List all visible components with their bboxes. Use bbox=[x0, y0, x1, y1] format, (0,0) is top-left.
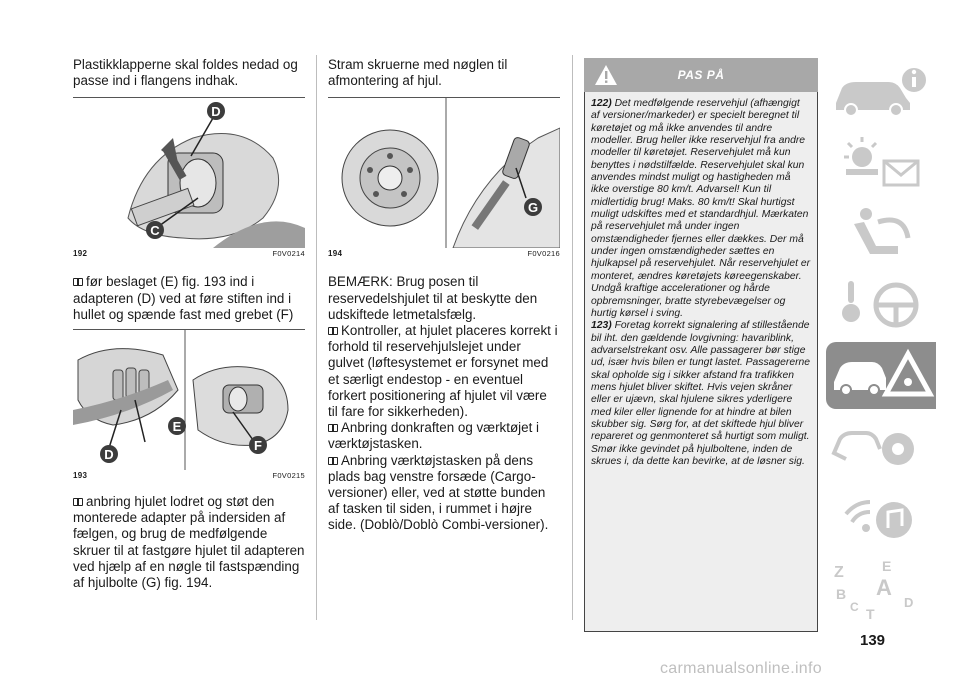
note-text: BEMÆRK: Brug posen til reservedelshjulet til at beskytte den udskiftede letmetalsfælg. bbox=[328, 274, 538, 322]
warning-header bbox=[584, 58, 818, 92]
index-letter-t: T bbox=[866, 606, 875, 622]
tab-dashboard-lights[interactable] bbox=[826, 129, 936, 196]
index-letter-z: Z bbox=[834, 564, 844, 581]
warning-number-123: 123) bbox=[591, 320, 612, 332]
warning-title: PAS PÅ bbox=[677, 68, 725, 82]
figure-193-caption bbox=[73, 470, 305, 482]
intro-text: Plastikklapperne skal foldes nedad og passe ind i flangens indhak. bbox=[73, 57, 298, 89]
figure-192 bbox=[73, 97, 305, 260]
index-letter-c: C bbox=[850, 600, 859, 614]
tab-multimedia[interactable] bbox=[826, 484, 936, 551]
figure-192-label-d: D bbox=[211, 104, 221, 120]
bullet-2-text: Anbring donkraften og værktøjet i værktøjstasken. bbox=[328, 420, 539, 452]
seat-airbag-icon bbox=[826, 200, 936, 267]
figure-194-caption bbox=[328, 248, 560, 260]
warning-box bbox=[584, 58, 818, 632]
warning-text-123: Foretag korrekt signalering af stillestående bil iht. den gældende lovgivning: havariblink, advarselstrekant osv. Alle passagerer bør stige ud, især hvis bilen er tungt lastet. Passagererne skal opholde sig i sikker afstand fra trafikken mens hjulet bliver skiftet. Hvis vejen skråner eller er ujævn, skal hjulene sikres yderligere med kiler eller lignende for at hindre at bilen skubber sig. Sørg for, at det skiftede hjul bliver repareret og genmonteret så hurtigt som muligt. Smør ikke gevindet på hjulboltene, inden de skrues i, da dette kan bevirke, at de løsner sig. bbox=[591, 320, 811, 467]
warning-number-122: 122) bbox=[591, 98, 612, 109]
tab-emergency[interactable] bbox=[826, 342, 936, 409]
book-icon bbox=[328, 457, 338, 465]
maintenance-icon bbox=[826, 413, 936, 480]
column-divider-1 bbox=[316, 55, 317, 620]
book-icon bbox=[73, 498, 83, 506]
index-letter-d: D bbox=[904, 595, 914, 610]
warning-text-122: Det medfølgende reservehjul (afhængigt af versioner/markeder) er specielt beregnet til køretøjet og må ikke anvendes til andre modeller. Brug heller ikke reservehjul fra andre modeller til køretøjet. Reservehjulet må kun benyttes i nødstilfælde. Reservehjulet skal kun anvendes mindst muligt og hastigheden må ikke overstige 80 km/t. Advarsel! Kun til midlertidig brug! Maks. 80 km/t! Skal hurtigst muligt udskiftes med et standardhjul. Mærkaten på reservehjulet må under ingen omstændigheder fjernes eller dækkes. Der må under ingen omstændigheder sættes en hjulkapsel på reservehjulet. Når reservehjulet er monteret, ændres køretøjets køreegenskaber. Undgå kraftige accelerationer og hårde opbremsninger, bratte styrebevægelser og hurtig kørsel i sving. bbox=[591, 98, 811, 319]
warning-item-122 bbox=[591, 98, 811, 320]
key-steering-icon bbox=[826, 271, 936, 338]
paragraph-2-text: anbring hjulet lodret og støt den monterede adapter på indersiden af fælgen, og brug de medfølgende skruer til at fastgøre hjulet til adapteren ved hjælp af en nøgle til fastspænding af hjulbolte (G) fig. 194. bbox=[73, 494, 305, 591]
figure-192-label-c: C bbox=[150, 223, 160, 239]
column-left bbox=[73, 0, 305, 591]
figure-192-caption bbox=[73, 248, 305, 260]
figure-193-label-e: E bbox=[172, 419, 182, 435]
tab-index[interactable] bbox=[826, 555, 936, 622]
figure-194 bbox=[328, 97, 560, 260]
figure-194-code: F0V0216 bbox=[527, 249, 560, 259]
figure-193-code: F0V0215 bbox=[272, 471, 305, 481]
index-letter-e: E bbox=[882, 558, 892, 574]
tab-maintenance[interactable] bbox=[826, 413, 936, 480]
figure-192-code: F0V0214 bbox=[272, 249, 305, 259]
figure-193-illustration bbox=[73, 330, 305, 470]
warning-body bbox=[584, 92, 818, 632]
tab-car-info[interactable] bbox=[826, 58, 936, 125]
chapter-sidebar bbox=[826, 58, 936, 626]
figure-192-illustration bbox=[73, 98, 305, 248]
bullet-3 bbox=[328, 453, 560, 534]
book-icon bbox=[328, 424, 338, 432]
figure-194-illustration bbox=[328, 98, 560, 248]
page-number: 139 bbox=[860, 632, 886, 649]
bullet-1-text: Kontroller, at hjulet placeres korrekt i forhold til reservehjulslejet under gulvet (løftesystemet er forsynet med et særligt endestop - en eventuel forkert positionering af hjulet vil være til fare for sikkerheden). bbox=[328, 323, 558, 420]
figure-193-label-f: F bbox=[254, 438, 262, 454]
figure-193 bbox=[73, 329, 305, 482]
paragraph-2 bbox=[73, 494, 305, 591]
figure-192-number: 192 bbox=[73, 249, 88, 259]
emergency-warning-icon bbox=[826, 342, 936, 409]
figure-193-label-d: D bbox=[104, 447, 114, 463]
figure-194-number: 194 bbox=[328, 249, 343, 259]
warning-item-123 bbox=[591, 320, 811, 468]
paragraph-1-text: før beslaget (E) fig. 193 ind i adapteren (D) ved at føre stiften ind i hullet og spænde fast med grebet (F) bbox=[73, 274, 294, 322]
tab-safety[interactable] bbox=[826, 200, 936, 267]
paragraph-1 bbox=[73, 274, 305, 323]
figure-193-number: 193 bbox=[73, 471, 88, 481]
tab-starting-driving[interactable] bbox=[826, 271, 936, 338]
figure-194-label-g: G bbox=[527, 200, 539, 216]
bullet-3-text: Anbring værktøjstasken på dens plads bag venstre forsæde (Cargo-versioner) eller, ved at støtte bunden af tasken til siden, i rummet i højre side. (Doblò/Doblò Combi-versioner). bbox=[328, 452, 549, 533]
index-icon bbox=[826, 555, 936, 622]
bullet-2 bbox=[328, 420, 560, 452]
column-middle bbox=[328, 0, 560, 534]
bullet-1 bbox=[328, 323, 560, 420]
index-letter-b: B bbox=[836, 586, 847, 602]
book-icon bbox=[328, 327, 338, 335]
book-icon bbox=[73, 278, 83, 286]
col2-intro-text: Stram skruerne med nøglen til afmontering af hjul. bbox=[328, 57, 508, 89]
column-divider-2 bbox=[572, 55, 573, 620]
car-info-icon bbox=[826, 58, 936, 125]
dashboard-lights-icon bbox=[826, 129, 936, 196]
multimedia-icon bbox=[826, 484, 936, 551]
index-letter-a: A bbox=[876, 575, 892, 600]
watermark: carmanualsonline.info bbox=[660, 660, 822, 677]
